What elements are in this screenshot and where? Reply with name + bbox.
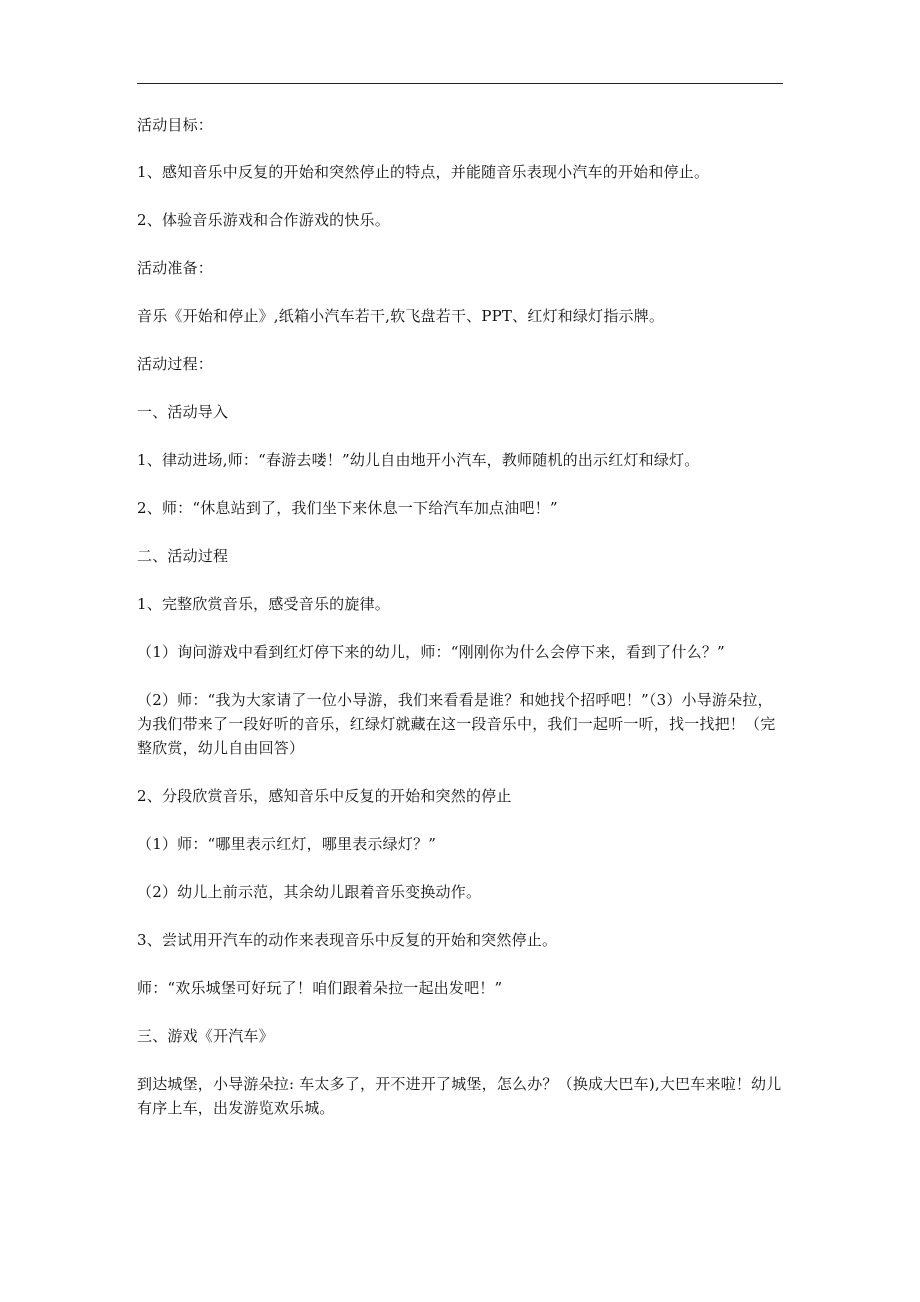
- process-substep-2-2-1: （1）师：“哪里表示红灯，哪里表示绿灯？”: [137, 835, 437, 853]
- process-step-2-1: 1、完整欣赏音乐，感受音乐的旋律。: [137, 595, 390, 613]
- objective-1: 1、感知音乐中反复的开始和突然停止的特点，并能随音乐表现小汽车的开始和停止。: [137, 163, 710, 181]
- section-heading-objectives: 活动目标：: [137, 116, 214, 134]
- process-step-2-3: 3、尝试用开汽车的动作来表现音乐中反复的开始和突然停止。: [137, 931, 558, 949]
- process-part-1-heading: 一、活动导入: [137, 403, 229, 421]
- process-step-1-1: 1、律动进场,师：“春游去喽！”幼儿自由地开小汽车，教师随机的出示红灯和绿灯。: [137, 451, 700, 469]
- process-part-2-heading: 二、活动过程: [137, 547, 229, 565]
- game-description: 到达城堡，小导游朵拉: 车太多了，开不进开了城堡，怎么办？（换成大巴车),大巴车来啦！幼儿有序上车，出发游览欢乐城。: [137, 1075, 782, 1117]
- section-heading-process: 活动过程：: [137, 355, 214, 373]
- process-step-1-2: 2、师：“休息站到了，我们坐下来休息一下给汽车加点油吧！”: [137, 499, 558, 517]
- process-teacher-quote: 师：“欢乐城堡可好玩了！咱们跟着朵拉一起出发吧！”: [137, 979, 503, 997]
- process-part-3-heading: 三、游戏《开汽车》: [137, 1027, 274, 1045]
- process-substep-2-2-2: （2）幼儿上前示范，其余幼儿跟着音乐变换动作。: [137, 883, 482, 901]
- process-substep-2-1-1: （1）询问游戏中看到红灯停下来的幼儿，师：“刚刚你为什么会停下来，看到了什么？”: [137, 643, 725, 661]
- section-heading-preparation: 活动准备：: [137, 259, 214, 277]
- process-substep-2-1-2: （2）师：“我为大家请了一位小导游，我们来看看是谁？和她找个招呼吧！”（3）小导游朵拉，为我们带来了一段好听的音乐，红绿灯就藏在这一段音乐中，我们一起听一听，找一找把！（完整欣赏，幼儿自由回答）: [137, 691, 776, 757]
- header-rule: [137, 83, 783, 84]
- process-step-2-2: 2、分段欣赏音乐，感知音乐中反复的开始和突然的停止: [137, 787, 512, 805]
- objective-2: 2、体验音乐游戏和合作游戏的快乐。: [137, 211, 390, 229]
- preparation-materials: 音乐《开始和停止》,纸箱小汽车若干,软飞盘若干、PPT、红灯和绿灯指示牌。: [137, 307, 665, 325]
